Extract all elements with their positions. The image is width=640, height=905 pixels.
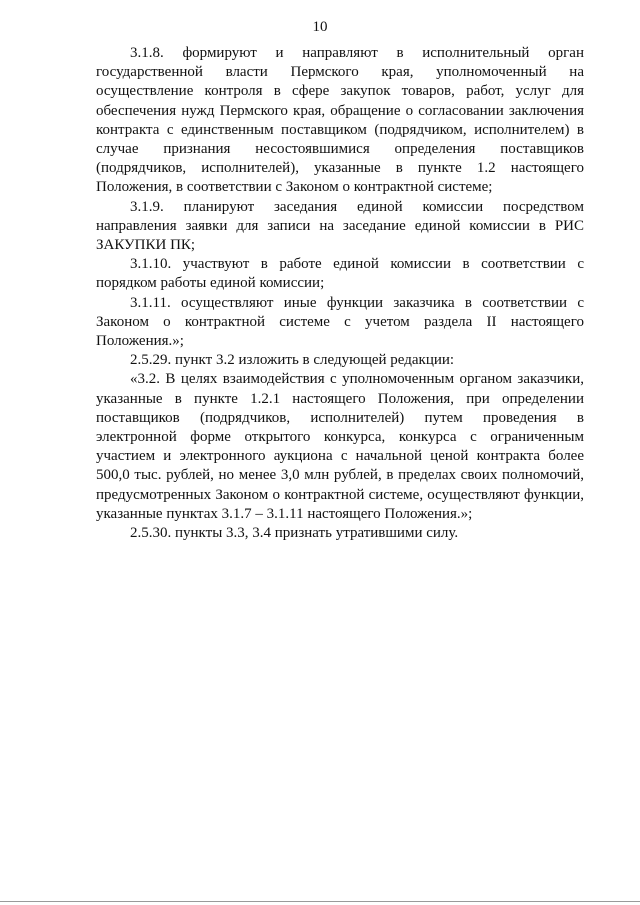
paragraph-3-1-8: 3.1.8. формируют и направляют в исполнительный орган государственной власти Пермского края, уполномоченный на осуществление контроля в сфере закупок товаров, работ, услуг для обеспечения нужд Пермского края, обращение о согласовании заключения контракта с единственным поставщиком (подрядчиком, исполнителем) в случае признания несостоявшимися определения поставщиков (подрядчиков, исполнителей), указанные в пункте 1.2 настоящего Положения, в соответствии с Законом о контрактной системе; bbox=[96, 45, 584, 196]
page-bottom-edge bbox=[0, 901, 640, 902]
document-body bbox=[96, 44, 584, 543]
paragraph-3-2-quote: «3.2. В целях взаимодействия с уполномоченным органом заказчики, указанные в пункте 1.2.1 настоящего Положения, при определении поставщиков (подрядчиков, исполнителей) путем проведения в электронной форме открытого конкурса, конкурса с ограниченным участием и электронного аукциона с начальной ценой контракта более 500,0 тыс. рублей, но менее 3,0 млн рублей, в пределах своих полномочий, предусмотренных Законом о контрактной системе, осуществляют функции, указанные пунктах 3.1.7 – 3.1.11 настоящего Положения.»; bbox=[96, 371, 584, 522]
paragraph-3-1-11: 3.1.11. осуществляют иные функции заказчика в соответствии с Законом о контрактной системе с учетом раздела II настоящего Положения.»; bbox=[96, 294, 584, 350]
paragraph-3-1-9: 3.1.9. планируют заседания единой комиссии посредством направления заявки для записи на заседание единой комиссии в РИС ЗАКУПКИ ПК; bbox=[96, 198, 584, 254]
paragraph-2-5-30: 2.5.30. пункты 3.3, 3.4 признать утратившими силу. bbox=[130, 525, 459, 542]
paragraph-3-1-10: 3.1.10. участвуют в работе единой комиссии в соответствии с порядком работы единой комиссии; bbox=[96, 256, 584, 292]
page-number: 10 bbox=[312, 19, 328, 35]
paragraph-2-5-29: 2.5.29. пункт 3.2 изложить в следующей редакции: bbox=[130, 352, 455, 369]
